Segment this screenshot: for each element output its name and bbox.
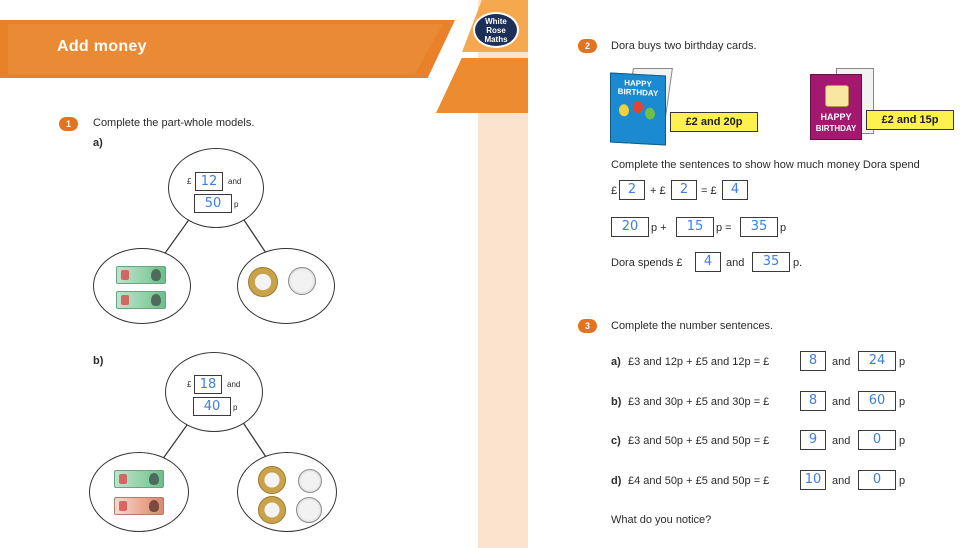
card-2-line-1: HAPPY (820, 112, 852, 122)
q3d-label: d) (611, 475, 622, 487)
birthday-card-2 (810, 74, 862, 140)
row3-pence-box[interactable]: 35 (752, 252, 790, 272)
five-pound-note (116, 266, 166, 284)
twenty-pence-coin (296, 497, 322, 523)
q1a-and-text: and (228, 177, 242, 186)
row1-pound-symbol: £ (611, 185, 618, 197)
row2-box-b[interactable]: 15 (676, 217, 714, 237)
q3a-label: a) (611, 356, 621, 368)
row2-end: p (780, 222, 787, 234)
q3c-p: p (899, 435, 906, 447)
q3d-and-text: and (832, 475, 851, 487)
q3c-pounds-box[interactable]: 9 (800, 430, 826, 450)
q1a-label: a) (93, 137, 103, 149)
q3b-p: p (899, 396, 906, 408)
q3b-pence-box[interactable]: 60 (858, 391, 896, 411)
row3-end: p. (793, 257, 803, 269)
card-2-price-tag: £2 and 15p (866, 110, 954, 130)
q3a-p: p (899, 356, 906, 368)
q1a-pence-box[interactable]: 50 (194, 194, 232, 213)
q1a-pound-symbol: £ (187, 177, 192, 186)
q1b-p-symbol: p (233, 403, 238, 412)
fifty-pence-coin (288, 267, 316, 295)
q3d-p: p (899, 475, 906, 487)
white-rose-maths-logo (473, 12, 519, 48)
q1a-part-notes (93, 248, 191, 324)
q1b-pence-box[interactable]: 40 (193, 397, 231, 416)
card-2-line-2: BIRTHDAY (815, 124, 857, 133)
q3d-pence-box[interactable]: 0 (858, 470, 896, 490)
q3a-text: £3 and 12p + £5 and 12p = £ (628, 356, 770, 368)
balloon-icon (619, 104, 629, 117)
q3c-and-text: and (832, 435, 851, 447)
q3b-text: £3 and 30p + £5 and 30p = £ (628, 396, 770, 408)
question-2-instruction: Dora buys two birthday cards. (611, 40, 757, 52)
row1-box-c[interactable]: 4 (722, 180, 748, 200)
two-pound-coin (258, 496, 286, 524)
cake-icon (825, 85, 849, 107)
question-3-number: 3 (578, 319, 597, 333)
row1-box-b[interactable]: 2 (671, 180, 697, 200)
row1-box-a[interactable]: 2 (619, 180, 645, 200)
two-pound-coin (248, 267, 278, 297)
row1-equals: = £ (701, 185, 717, 197)
twenty-pence-coin (298, 469, 322, 493)
q1b-and-text: and (227, 380, 241, 389)
row3-pounds-box[interactable]: 4 (695, 252, 721, 272)
card-1-line-1: HAPPY (624, 78, 652, 89)
row2-mid2: p = (716, 222, 732, 234)
balloon-icon (645, 107, 655, 120)
logo-line-2: Rose (486, 26, 506, 35)
row3-text: Dora spends £ (611, 257, 683, 269)
row3-and-text: and (726, 257, 745, 269)
row1-plus: + £ (650, 185, 666, 197)
question-2-number: 2 (578, 39, 597, 53)
q1b-label: b) (93, 355, 104, 367)
card-1-line-2: BIRTHDAY (617, 86, 659, 99)
ten-pound-note (114, 497, 164, 515)
birthday-card-1 (610, 73, 666, 146)
question-2-prompt: Complete the sentences to show how much money Dora spend (611, 159, 920, 171)
q1b-pound-symbol: £ (187, 380, 192, 389)
q3b-pounds-box[interactable]: 8 (800, 391, 826, 411)
q1a-p-symbol: p (234, 200, 239, 209)
q1b-pounds-box[interactable]: 18 (194, 375, 222, 394)
q3a-pence-box[interactable]: 24 (858, 351, 896, 371)
q3-notice-question: What do you notice? (611, 514, 712, 526)
question-1-number: 1 (59, 117, 78, 131)
q3d-pounds-box[interactable]: 10 (800, 470, 826, 490)
q3c-text: £3 and 50p + £5 and 50p = £ (628, 435, 770, 447)
q3a-and-text: and (832, 356, 851, 368)
question-3-instruction: Complete the number sentences. (611, 320, 774, 332)
card-1-price-tag: £2 and 20p (670, 112, 758, 132)
q3d-text: £4 and 50p + £5 and 50p = £ (628, 475, 770, 487)
two-pound-coin (258, 466, 286, 494)
q3c-pence-box[interactable]: 0 (858, 430, 896, 450)
q3b-and-text: and (832, 396, 851, 408)
row2-box-c[interactable]: 35 (740, 217, 778, 237)
page-title: Add money (57, 38, 147, 55)
row2-mid1: p + (651, 222, 667, 234)
row2-box-a[interactable]: 20 (611, 217, 649, 237)
q3a-pounds-box[interactable]: 8 (800, 351, 826, 371)
q1b-part-notes (89, 452, 189, 532)
right-page (528, 0, 975, 548)
q3c-label: c) (611, 435, 621, 447)
q1a-part-coins (237, 248, 335, 324)
balloon-icon (633, 101, 643, 114)
q1b-line-right (240, 418, 268, 460)
five-pound-note (116, 291, 166, 309)
five-pound-note (114, 470, 164, 488)
logo-line-1: White (485, 17, 507, 26)
q1a-pounds-box[interactable]: 12 (195, 172, 223, 191)
question-1-instruction: Complete the part-whole models. (93, 117, 255, 129)
logo-line-3: Maths (484, 35, 508, 44)
q1b-part-coins (237, 452, 337, 532)
q3b-label: b) (611, 396, 622, 408)
